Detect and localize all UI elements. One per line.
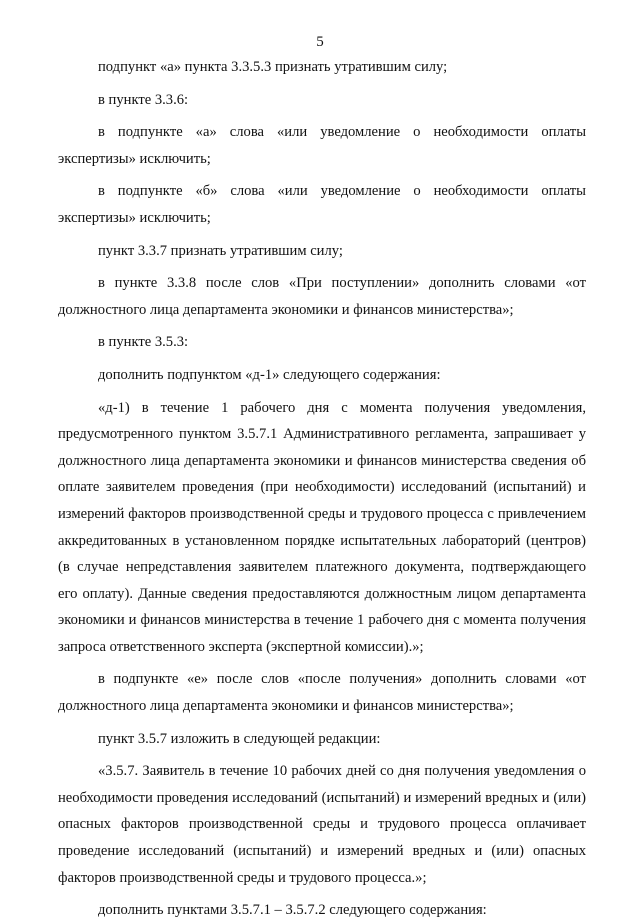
paragraph-7: в пункте 3.5.3: — [98, 334, 189, 351]
page-number: 5 — [316, 34, 324, 50]
paragraph-5: пункт 3.3.7 признать утратившим силу; — [98, 242, 343, 259]
paragraph-13: дополнить пунктами 3.5.7.1 – 3.5.7.2 следующего содержания: — [98, 902, 487, 919]
paragraph-9: «д-1) в течение 1 рабочего дня с момента получения уведомления, предусмотренного пунктом 3.5.7.1 Административного регламента, запрашивает у должностного лица департамента экономики и финансов министерства сведения об оплате заявителем проведения (при необходимости) исследований (испытаний) и измерений факторов производственной среды и трудового процесса с привлечением аккредитованных в установленном порядке испытательных лабораторий (центров) (в случае непредставления заявителем платежного документа, подтверждающего его оплату). Данные сведения предоставляются должностным лицом департамента экономики и финансов министерства в течение 1 рабочего дня с момента получения запроса ответственного эксперта (экспертной комиссии).»; — [58, 399, 586, 655]
paragraph-4: в подпункте «б» слова «или уведомление о необходимости оплаты экспертизы» исключить; — [58, 183, 586, 226]
paragraph-8: дополнить подпунктом «д-1» следующего содержания: — [98, 366, 441, 383]
paragraph-1: подпункт «а» пункта 3.3.5.3 признать утратившим силу; — [98, 59, 448, 75]
paragraph-11: пункт 3.5.7 изложить в следующей редакции: — [98, 730, 381, 747]
paragraph-6: в пункте 3.3.8 после слов «При поступлении» дополнить словами «от должностного лица департамента экономики и финансов министерства»; — [58, 275, 586, 318]
document-body — [58, 54, 586, 924]
paragraph-3: в подпункте «а» слова «или уведомление о необходимости оплаты экспертизы» исключить; — [58, 124, 586, 167]
paragraph-10: в подпункте «е» после слов «после получения» дополнить словами «от должностного лица департамента экономики и финансов министерства»; — [58, 671, 586, 715]
paragraph-2: в пункте 3.3.6: — [98, 91, 189, 108]
paragraph-12: «3.5.7. Заявитель в течение 10 рабочих дней со дня получения уведомления о необходимости проведения исследований (испытаний) и измерений вредных и (или) опасных факторов производственной среды и трудового процесса оплачивает проведение исследований (испытаний) и измерений вредных и (или) опасных факторов производственной среды и трудового процесса.»; — [58, 763, 586, 886]
